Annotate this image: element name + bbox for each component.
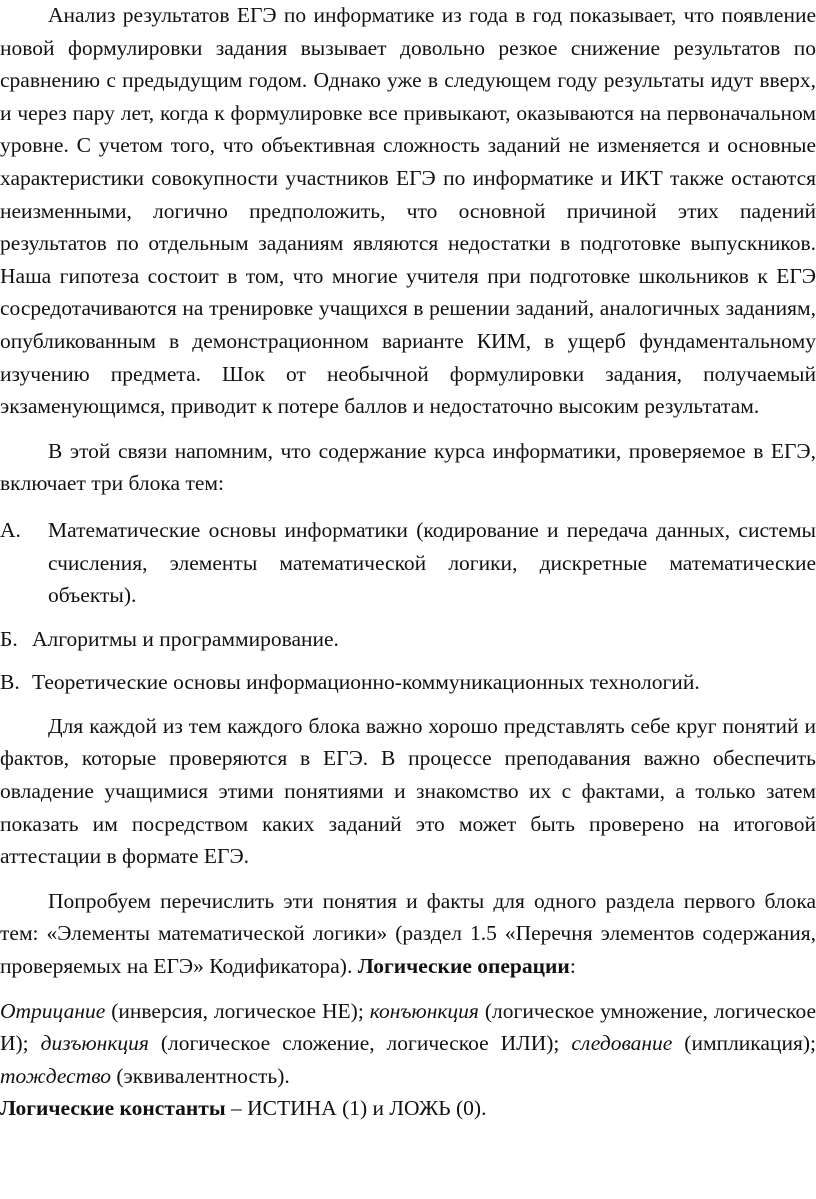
paragraph-blocks-intro: В этой связи напомним, что содержание курса информатики, проверяемое в ЕГЭ, включает три блока тем:: [0, 438, 816, 496]
list-item: [0, 623, 816, 656]
list-item-text: Алгоритмы и программирование.: [32, 626, 339, 651]
term-equivalence: тождество: [0, 1063, 112, 1088]
list-marker: В.: [0, 670, 20, 695]
paragraph-analysis: Анализ результатов ЕГЭ по информатике из года в год показывает, что появление новой формулировки задания вызывает довольно резкое снижение результатов по сравнению с предыдущим годом. Однако уже в следующем году результаты идут вверх, и через пару лет, когда к формулировке все привыкают, оказываются на первоначальном уровне. С учетом того, что объективная сложность заданий не изменяется и основные характеристики совокупности участников ЕГЭ по информатике и ИКТ также остаются неизменными, логично предположить, что основной причиной этих падений результатов по отдельным заданиям являются недостатки в подготовке выпускников. Наша гипотеза состоит в том, что многие учителя при подготовке школьников к ЕГЭ сосредотачиваются на тренировке учащихся в решении заданий, аналогичных заданиям, опубликованным в демонстрационном варианте КИМ, в ущерб фундаментальному изучению предмета. Шок от необычной формулировки задания, получаемый экзаменующимся, приводит к потере баллов и недостаточно высоким результатам.: [0, 3, 816, 419]
desc-conjunction: (логическое умножение, логическое И);: [0, 998, 816, 1056]
list-marker: А.: [0, 517, 21, 542]
desc-equivalence: (эквивалентность).: [111, 1063, 290, 1088]
logic-heading-colon: :: [569, 954, 576, 979]
term-negation: Отрицание: [0, 998, 106, 1023]
list-item: [0, 514, 816, 612]
paragraph-concepts: Для каждой из тем каждого блока важно хорошо представлять себе круг понятий и фактов, которые проверяются в ЕГЭ. В процессе преподавания важно обеспечить овладение учащимися этими понятиями и знакомство их с фактами, а только затем показать им посредством каких заданий это может быть проверено на итоговой аттестации в формате ЕГЭ.: [0, 713, 816, 869]
logic-constants-text: – ИСТИНА (1) и ЛОЖЬ (0).: [225, 1096, 487, 1121]
desc-negation: (инверсия, логическое НЕ);: [105, 998, 370, 1023]
paragraph-operations: [0, 995, 816, 1093]
term-disjunction: дизъюнкция: [40, 1031, 149, 1056]
desc-disjunction: (логическое сложение, логическое ИЛИ);: [148, 1031, 572, 1056]
list-marker: Б.: [0, 626, 18, 651]
desc-implication: (импликация);: [672, 1031, 816, 1056]
paragraph-logic-section: [0, 885, 816, 983]
logic-constants-label: Логические константы: [0, 1096, 226, 1121]
list-item: [0, 666, 816, 699]
term-implication: следование: [571, 1031, 673, 1056]
logic-operations-heading: Логические операции: [357, 954, 570, 979]
list-item-text: Теоретические основы информационно-коммуникационных технологий.: [32, 670, 700, 695]
list-item-text: Математические основы информатики (кодирование и передача данных, системы счисления, элементы математической логики, дискретные математические объекты).: [48, 517, 816, 608]
logic-section-text: Попробуем перечислить эти понятия и факты для одного раздела первого блока тем: «Элементы математической логики» (раздел 1.5 «Перечня элементов содержания, проверяемых на ЕГЭ» Кодификатора).: [0, 888, 816, 979]
topic-blocks-list: [0, 514, 816, 699]
paragraph-constants: [0, 1092, 816, 1125]
term-conjunction: конъюнкция: [369, 998, 479, 1023]
